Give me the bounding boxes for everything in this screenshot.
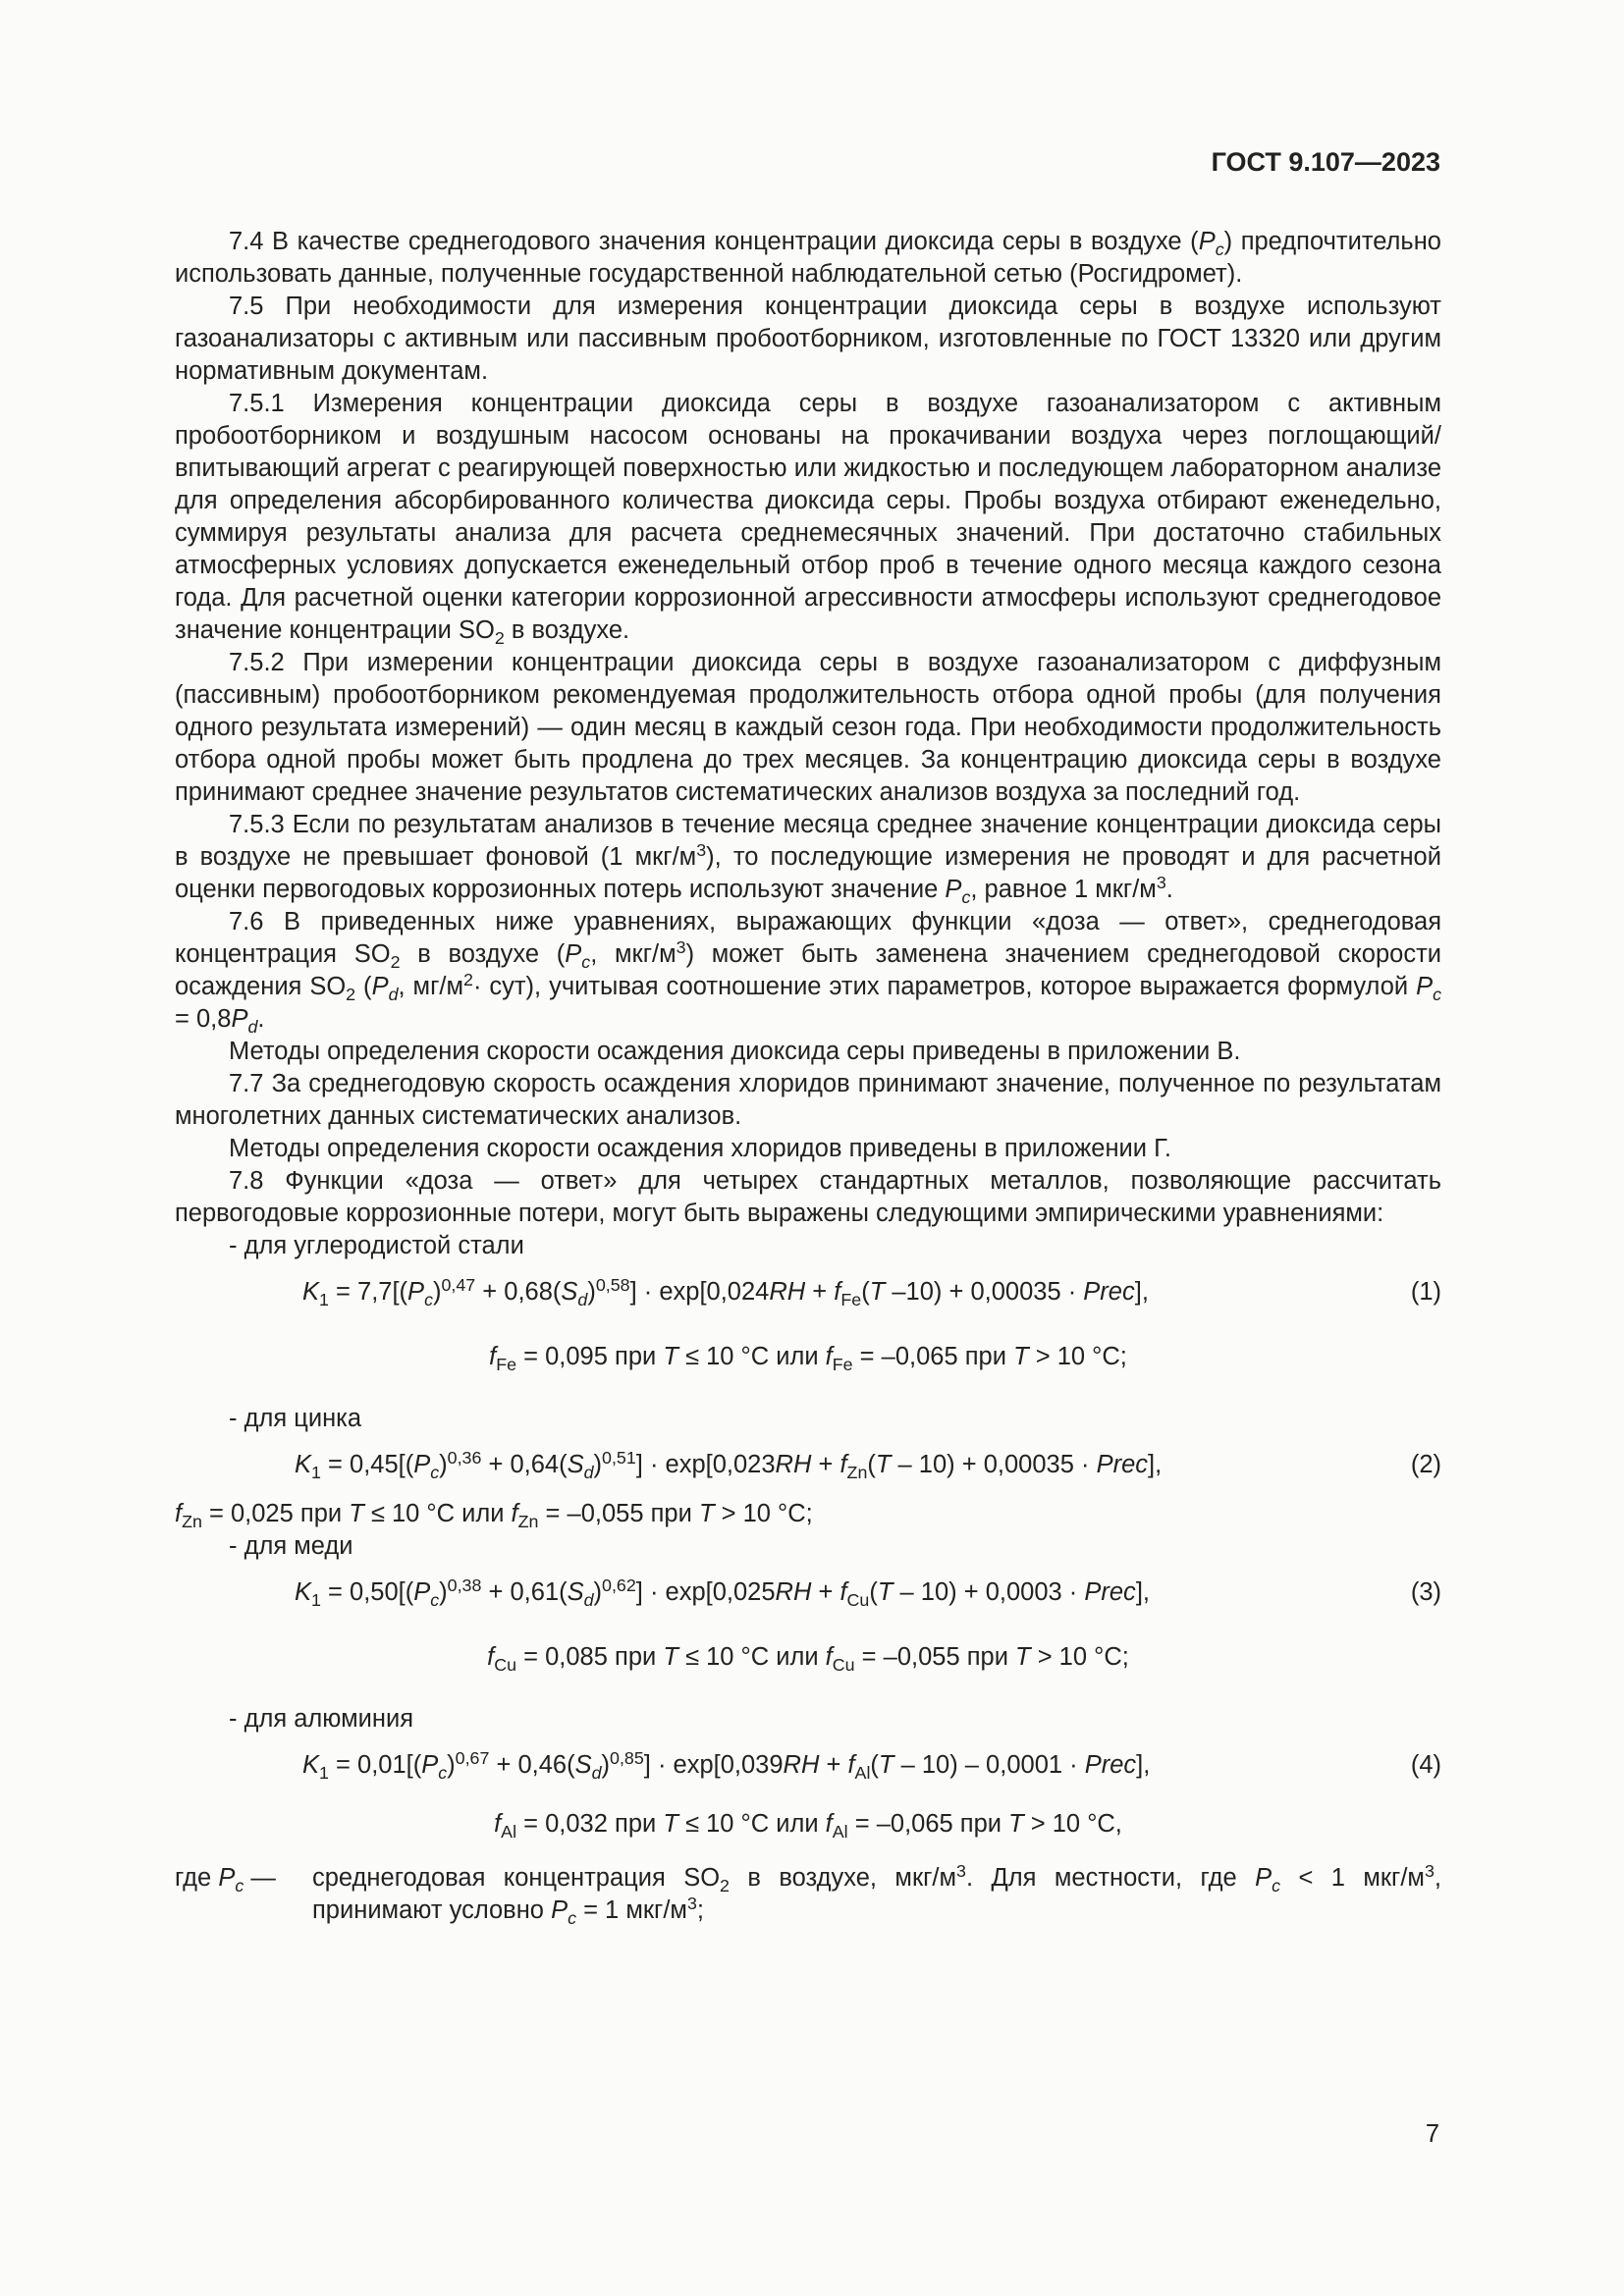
where-label: где $P_c$ — [175, 1864, 276, 1896]
formula-4-expression: $K_1 = 0,01[(P_c)^{0,67} + 0,46(S_d)^{0,85}] \cdot \exp[0,039RH + f_{Al}(T - 10) - 0,0001$ · Prec], [302, 1748, 1151, 1784]
list-item-copper: - для меди [229, 1532, 353, 1560]
formula-4-number: (4) [1410, 1751, 1441, 1779]
formula-2-number: (2) [1410, 1451, 1441, 1478]
paragraph-7-5: 7.5 При необходимости для измерения концентрации диоксида серы в воздухе используют газоанализаторы с активным или пассивным пробоотборником, изготовленные по ГОСТ 13320 или другим нормативным документам. [175, 293, 1441, 385]
formula-4-condition: $f_{Al} = 0,032$ при T ≤ 10 °С или $f_{Al} = -0,065$ при T > 10 °С, [494, 1810, 1122, 1842]
formula-3 [175, 1576, 1441, 1612]
paragraph-7-6: 7.6 В приведенных ниже уравнениях, выражающих функции «доза — ответ», среднегодовая концентрация $SO_2$ в воздухе ($P_c$, мкг/$м^3$) может быть заменена значением среднегодовой скорости осаждения $SO_2$ ($P_d$, $мг/м^2\cdot сут$), учитывая соотношение этих параметров, которое выражается формулой $P_c = 0,8P_d$. [175, 908, 1442, 1038]
formula-3-expression: $K_1 = 0,50[(P_c)^{0,38} + 0,61(S_d)^{0,62}] \cdot \exp[0,025RH + f_{Cu}(T - 10) + 0,0003$ · Prec], [295, 1575, 1150, 1611]
formula-2 [175, 1449, 1441, 1484]
page-number: 7 [1425, 2120, 1439, 2148]
list-item-aluminium: - для алюминия [229, 1705, 414, 1733]
paragraph-7-5-2: 7.5.2 При измерении концентрации диоксида серы в воздухе газоанализатором с диффузным (пассивным) пробоотборником рекомендуемая продолжительность отбора одной пробы (для получения одного результата измерений) — один месяц в каждый сезон года. При необходимости продолжительность отбора одной пробы может быть продлена до трех месяцев. За концентрацию диоксида серы в воздухе принимают среднее значение результатов систематических анализов воздуха за последний год. [175, 649, 1441, 806]
list-item-steel: - для углеродистой стали [229, 1232, 524, 1259]
paragraph-7-7-methods: Методы определения скорости осаждения хлоридов приведены в приложении Г. [229, 1135, 1171, 1162]
paragraph-7-5-1: 7.5.1 Измерения концентрации диоксида серы в воздухе газоанализатором с активным пробоотборником и воздушным насосом основаны на прокачивании воздуха через поглощающий/впитывающий агрегат с реагирующей поверхностью или жидкостью и последующем лабораторном анализе для определения абсорбированного количества диоксида серы. Пробы воздуха отбирают еженедельно, суммируя результаты анализа для расчета среднемесячных значений. При достаточно стабильных атмосферных условиях допускается еженедельный отбор проб в течение одного месяца каждого сезона года. Для расчетной оценки категории коррозионной агрессивности атмосферы используют среднегодовое значение концентрации $SO_2$ в воздухе. [175, 390, 1441, 649]
formula-2-condition: $f_{Zn} = 0,025$ при T ≤ 10 °С или $f_{Zn} = -0,055$ при T > 10 °С; [175, 1500, 813, 1532]
page-content [175, 226, 1441, 1927]
formula-1-condition: $f_{Fe} = 0,095$ при T ≤ 10 °С или $f_{Fe} = -0,065$ при T > 10 °С; [489, 1343, 1127, 1375]
formula-3-number: (3) [1410, 1578, 1441, 1606]
paragraph-7-8: 7.8 Функции «доза — ответ» для четырех стандартных металлов, позволяющие рассчитать первогодовые коррозионные потери, могут быть выражены следующими эмпирическими уравнениями: [175, 1167, 1441, 1227]
definition-pc: среднегодовая концентрация $SO_2$ в воздухе, мкг/$м^3$. Для местности, где $P_c < 1$ мкг/$м^3$, принимают условно $P_c = 1$ мкг/$м^3$; [312, 1861, 1441, 1929]
list-item-zinc: - для цинка [229, 1405, 362, 1432]
paragraph-7-5-3: 7.5.3 Если по результатам анализов в течение месяца среднее значение концентрации диоксида серы в воздухе не превышает фоновой (1 мкг/$м^3$), то последующие измерения не проводят и для расчетной оценки первогодовых коррозионных потерь используют значение $P_c$, равное 1 мкг/$м^3$. [175, 811, 1441, 908]
formula-1 [175, 1276, 1441, 1311]
paragraph-7-6-methods: Методы определения скорости осаждения диоксида серы приведены в приложении В. [229, 1038, 1241, 1065]
formula-1-expression: $K_1 = 7,7[(P_c)^{0,47} + 0,68(S_d)^{0,58}] \cdot \exp[0,024RH + f_{Fe}(T$ –10) + 0,00035 · Prec], [302, 1275, 1149, 1310]
formula-2-expression: $K_1 = 0,45[(P_c)^{0,36} + 0,64(S_d)^{0,51}] \cdot \exp[0,023RH + f_{Zn}(T - 10) + 0,00035$ · Prec], [295, 1448, 1163, 1483]
standard-number: ГОСТ 9.107—2023 [1211, 147, 1440, 177]
where-definitions [175, 1862, 1441, 1927]
formula-3-condition: $f_{Cu} = 0,085$ при T ≤ 10 °С или $f_{Cu} = -0,055$ при T > 10 °С; [487, 1643, 1129, 1676]
formula-4 [175, 1749, 1441, 1785]
paragraph-7-4: 7.4 В качестве среднегодового значения концентрации диоксида серы в воздухе $(P_c)$ предпочтительно использовать данные, полученные государственной наблюдательной сетью (Росгидромет). [175, 228, 1441, 288]
paragraph-7-7: 7.7 За среднегодовую скорость осаждения хлоридов принимают значение, полученное по результатам многолетних данных систематических анализов. [175, 1070, 1441, 1130]
formula-1-number: (1) [1410, 1278, 1441, 1306]
